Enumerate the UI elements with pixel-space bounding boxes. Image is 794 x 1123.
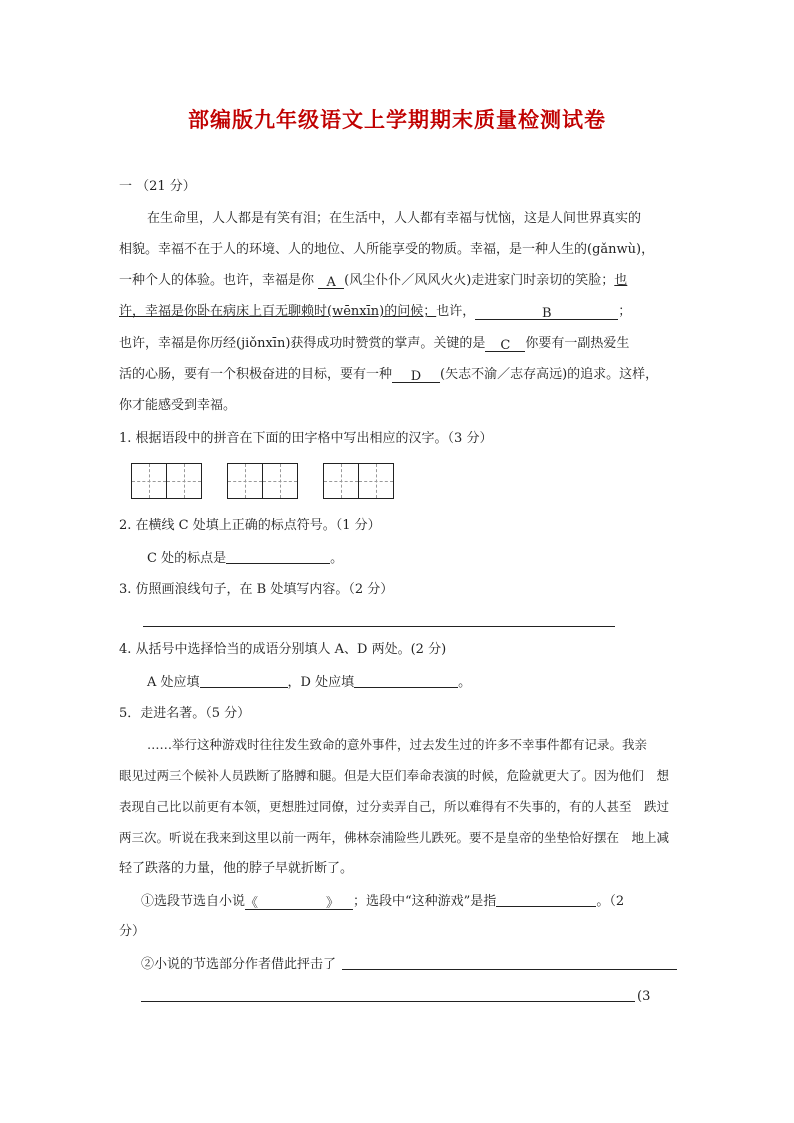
excerpt-line-5: 轻了跌落的力量，他的脖子早就折断了。 (119, 861, 354, 876)
tianzige-cell[interactable] (262, 463, 298, 499)
blank-d[interactable]: D (392, 368, 440, 383)
answer-blank[interactable] (200, 673, 288, 688)
tianzige-cell[interactable] (358, 463, 394, 499)
passage-line-2: 相貌。幸福不在于人的环境、人的地位、人所能享受的物质。幸福，是一种人生的(gǎnwù)， (119, 242, 655, 257)
passage-line-4 (119, 303, 631, 321)
excerpt-line-1: ……举行这种游戏时往往发生致命的意外事件，过去发生过的许多不幸事件都有记录。我亲 (147, 737, 648, 752)
question-2: 2. 在横线 C 处填上正确的标点符号。（1 分） (119, 518, 381, 533)
exam-title: 部编版九年级语文上学期期末质量检测试卷 (188, 108, 606, 132)
passage-line-7: 你才能感受到幸福。 (119, 398, 237, 413)
passage-text: ； (618, 304, 632, 319)
passage-text: 也许，幸福是你历经(jiǒnxīn)获得成功时赞赏的掌声。关键的是 (119, 336, 486, 351)
answer-line[interactable] (143, 626, 615, 627)
passage-text: 一种个人的体验。也许，幸福是你 (119, 273, 319, 288)
tianzige-group-3[interactable] (323, 463, 394, 499)
tianzige-cell[interactable] (227, 463, 263, 499)
sub-question-2: ②小说的节选部分作者借此抨击了 (141, 957, 337, 972)
fill-end: 。 (458, 675, 472, 690)
answer-blank[interactable] (226, 549, 330, 564)
question-1: 1. 根据语段中的拼音在下面的田字格中写出相应的汉字。（3 分） (119, 431, 493, 446)
excerpt-line-4: 两三次。听说在我来到这里以前一两年，佛林奈浦险些儿跌死。要不是皇帝的坐垫恰好摆在 地上减 (119, 830, 670, 845)
answer-line[interactable] (342, 969, 677, 970)
fill-label: A 处应填 (147, 675, 200, 690)
excerpt-line-2: 眼见过两三个候补人员跌断了胳膊和腿。但是大臣们奉命表演的时候，危险就更大了。因为他们 想 (119, 768, 670, 783)
sub-question-2-end: (3 (637, 989, 651, 1004)
passage-text: 也许， (436, 304, 476, 319)
question-2-fill (147, 549, 343, 568)
fill-label: C 处的标点是 (147, 551, 227, 566)
sub-question-text: 。（2 (596, 894, 625, 909)
question-3: 3. 仿照画浪线句子，在 B 处填写内容。（2 分） (119, 582, 394, 597)
answer-line[interactable] (141, 1001, 635, 1002)
blank-a[interactable]: A (318, 274, 344, 289)
section-heading: 一 （21 分） (119, 179, 196, 194)
answer-blank[interactable] (354, 673, 458, 688)
book-title-blank[interactable] (245, 895, 353, 910)
wavy-underline-text: 也 (614, 273, 628, 288)
sub-question-1 (141, 892, 624, 911)
passage-line-1: 在生命里，人人都是有笑有泪；在生活中，人人都有幸福与忧恼，这是人间世界真实的 (147, 211, 642, 226)
passage-text: 活的心肠，要有一个积极奋进的目标，要有一种 (119, 367, 393, 382)
passage-line-3 (119, 272, 627, 290)
blank-b[interactable]: B (475, 305, 618, 320)
bracket-close: 》 (326, 896, 340, 911)
fill-end: 。 (330, 551, 344, 566)
tianzige-cell[interactable] (323, 463, 359, 499)
blank-c[interactable]: C (485, 337, 525, 352)
tianzige-cell[interactable] (131, 463, 167, 499)
passage-text: (风尘仆仆／风风火火)走进家门时亲切的笑脸； (344, 273, 615, 288)
tianzige-cell[interactable] (166, 463, 202, 499)
passage-text: (矢志不渝／志存高远)的追求。这样， (440, 367, 659, 382)
sub-question-1-cont: 分） (119, 924, 146, 939)
wavy-underline-text: 许，幸福是你卧在病床上百无聊赖时(wēnxīn)的问候； (119, 304, 437, 319)
fill-label: ，D 处应填 (287, 675, 355, 690)
tianzige-group-1[interactable] (131, 463, 202, 499)
passage-line-5 (119, 335, 629, 353)
question-4-fill (147, 673, 471, 692)
passage-line-6 (119, 366, 658, 384)
answer-blank[interactable] (496, 892, 596, 907)
bracket-open: 《 (245, 896, 259, 911)
passage-text: 你要有一副热爱生 (525, 336, 630, 351)
sub-question-text: ；选段中“这种游戏”是指 (353, 894, 497, 909)
question-4: 4. 从括号中选择恰当的成语分别填人 A、D 两处。(2 分) (119, 642, 447, 657)
excerpt-line-3: 表现自己比以前更有本领，更想胜过同僚，过分卖弄自己，所以难得有不失事的，有的人甚至 跌过 (119, 799, 670, 814)
question-5: 5．走进名著。（5 分） (119, 706, 251, 721)
sub-question-text: ①选段节选自小说 (141, 894, 246, 909)
tianzige-group-2[interactable] (227, 463, 298, 499)
